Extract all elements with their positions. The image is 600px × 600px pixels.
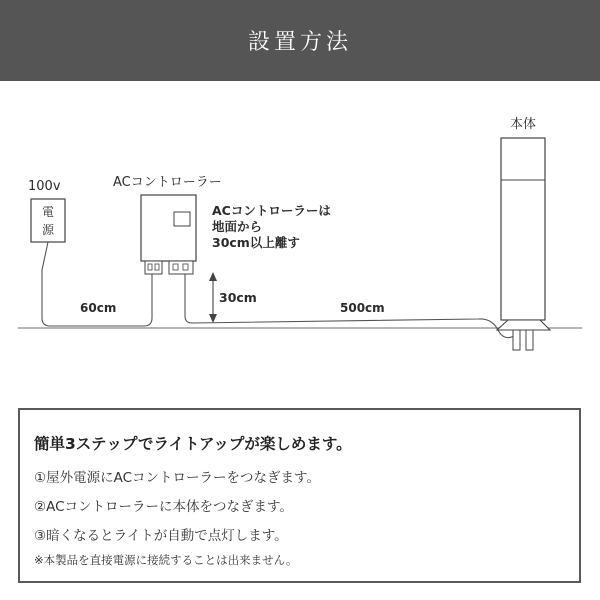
light-stake-left	[513, 330, 520, 350]
cable-length-right: 500cm	[340, 301, 385, 315]
outlet-text-bottom: 源	[41, 223, 55, 237]
light-stake-right	[526, 330, 533, 350]
page-title: 設置方法	[247, 30, 352, 55]
light-body-label: 本体	[509, 117, 537, 132]
height-dimension-label: 30cm	[219, 290, 257, 305]
controller-note-line-2: 地面から	[212, 219, 263, 234]
instruction-step-3: ③暗くなるとライトが自動で点灯します。	[34, 528, 288, 544]
instructions-panel	[18, 408, 581, 583]
controller-port-left	[145, 261, 162, 274]
header-bar	[0, 0, 600, 81]
controller-note-line-1: ACコントローラーは	[212, 203, 331, 218]
cable-length-left: 60cm	[80, 301, 117, 315]
controller-label: ACコントローラー	[113, 175, 222, 190]
outlet-text-top: 電	[41, 205, 55, 219]
controller-indicator	[174, 212, 190, 226]
power-voltage-label: 100v	[28, 179, 61, 194]
light-base	[497, 320, 550, 330]
light-body	[501, 138, 545, 320]
instructions-heading: 簡単3ステップでライトアップが楽しめます。	[34, 435, 352, 453]
ac-controller	[141, 195, 196, 261]
controller-note-line-3: 30cm以上離す	[212, 235, 300, 250]
instruction-step-2: ②ACコントローラーに本体をつなぎます。	[34, 499, 293, 515]
installation-diagram	[0, 81, 600, 390]
instruction-step-1: ①屋外電源にACコントローラーをつなぎます。	[34, 470, 320, 486]
instructions-note: ※本製品を直接電源に接続することは出来ません。	[34, 553, 298, 567]
